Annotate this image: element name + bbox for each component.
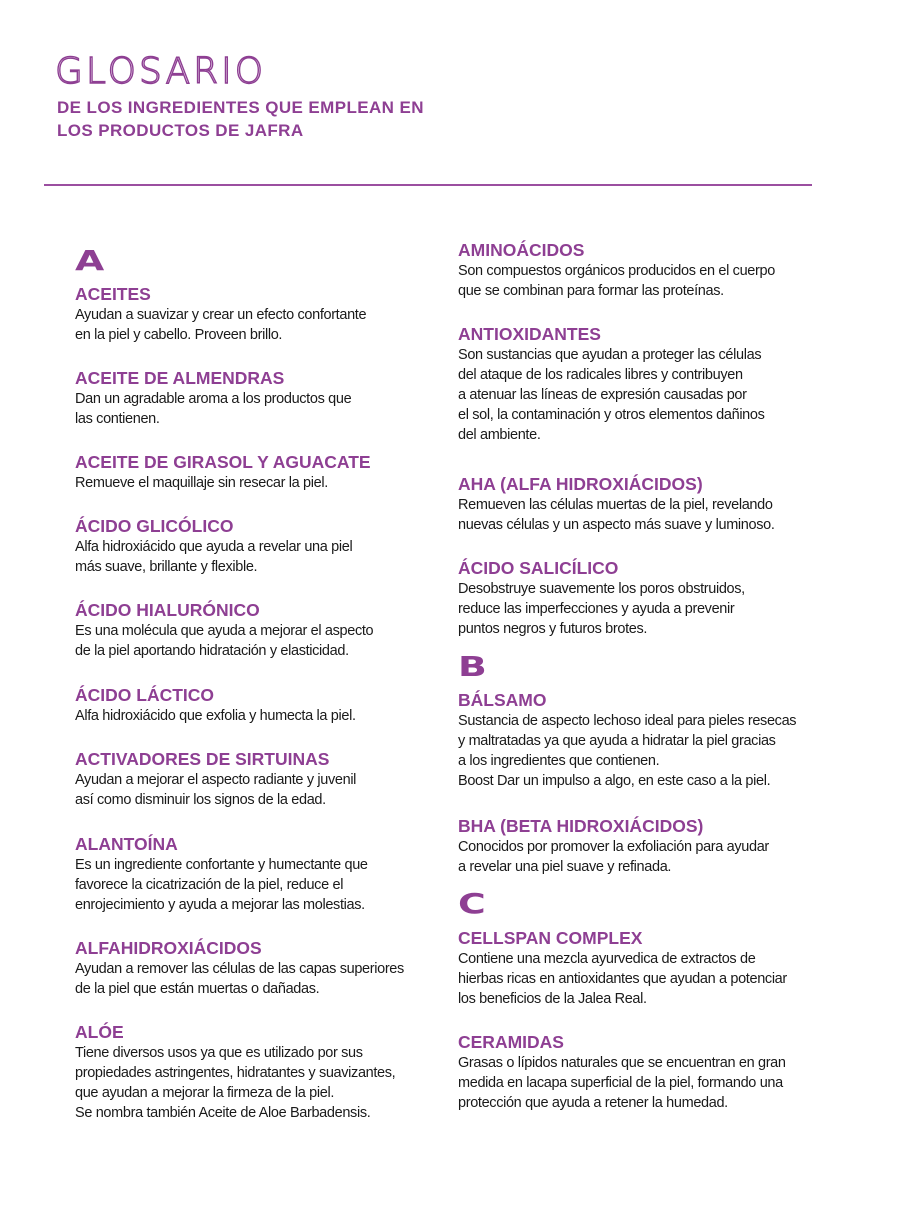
definition-line: Son compuestos orgánicos producidos en el cuerpo <box>458 263 775 279</box>
definition-line: Conocidos por promover la exfoliación para ayudar <box>458 839 769 855</box>
entry-definition <box>458 949 787 1009</box>
definition-line: de la piel aportando hidratación y elasticidad. <box>75 643 349 659</box>
entry-term: ÁCIDO GLICÓLICO <box>75 516 234 536</box>
definition-line: Ayudan a suavizar y crear un efecto confortante <box>75 307 367 323</box>
glossary-entry-aceite-de-almendras <box>75 367 351 429</box>
definition-line: del ambiente. <box>458 427 541 443</box>
entry-term: BHA (BETA HIDROXIÁCIDOS) <box>458 816 704 836</box>
definition-line: Son sustancias que ayudan a proteger las células <box>458 347 762 363</box>
glossary-entry-aminoacidos <box>458 239 775 301</box>
definition-line: y maltratadas ya que ayuda a hidratar la piel gracias <box>458 733 776 749</box>
definition-line: a atenuar las líneas de expresión causadas por <box>458 387 747 403</box>
entry-definition <box>458 579 745 639</box>
entry-term: ACEITE DE ALMENDRAS <box>75 368 285 388</box>
definition-line: protección que ayuda a retener la humedad. <box>458 1095 728 1111</box>
glossary-entry-ceramidas <box>458 1031 786 1113</box>
definition-line: de la piel que están muertas o dañadas. <box>75 981 320 997</box>
entry-definition <box>75 473 371 493</box>
entry-term: ÁCIDO HIALURÓNICO <box>75 600 260 620</box>
entry-term: ACTIVADORES DE SIRTUINAS <box>75 749 330 769</box>
page-subtitle <box>57 96 424 142</box>
glossary-entry-acido-hialuronico <box>75 599 373 661</box>
definition-line: del ataque de los radicales libres y contribuyen <box>458 367 743 383</box>
definition-line: Contiene una mezcla ayurvedica de extractos de <box>458 951 756 967</box>
definition-line: hierbas ricas en antioxidantes que ayudan a potenciar <box>458 971 787 987</box>
entry-definition <box>458 495 775 535</box>
section-letter-c: C <box>458 887 486 920</box>
entry-term: CELLSPAN COMPLEX <box>458 928 643 948</box>
definition-line: Ayudan a mejorar el aspecto radiante y juvenil <box>75 772 357 788</box>
definition-line: Dan un agradable aroma a los productos que <box>75 391 352 407</box>
definition-line: Tiene diversos usos ya que es utilizado por sus <box>75 1045 363 1061</box>
subtitle-line: DE LOS INGREDIENTES QUE EMPLEAN EN <box>57 98 424 117</box>
definition-line: enrojecimiento y ayuda a mejorar las molestias. <box>75 897 365 913</box>
subtitle-line: LOS PRODUCTOS DE JAFRA <box>57 121 304 140</box>
definition-line: a los ingredientes que contienen. <box>458 753 660 769</box>
entry-term: CERAMIDAS <box>458 1032 564 1052</box>
definition-line: puntos negros y futuros brotes. <box>458 621 648 637</box>
entry-term: BÁLSAMO <box>458 690 547 710</box>
entry-definition <box>75 959 404 999</box>
glossary-entry-alfahidroxiacidos <box>75 937 404 999</box>
glossary-entry-aha <box>458 473 775 535</box>
definition-line: Desobstruye suavemente los poros obstruidos, <box>458 581 745 597</box>
entry-term: ÁCIDO SALICÍLICO <box>458 558 619 578</box>
definition-line: medida en lacapa superficial de la piel, formando una <box>458 1075 783 1091</box>
definition-line: las contienen. <box>75 411 160 427</box>
definition-line: Es un ingrediente confortante y humectante que <box>75 857 368 873</box>
definition-line: Alfa hidroxiácido que exfolia y humecta la piel. <box>75 708 356 724</box>
definition-line: Remueven las células muertas de la piel, revelando <box>458 497 773 513</box>
section-letter-a: A <box>75 244 105 277</box>
definition-line: nuevas células y un aspecto más suave y luminoso. <box>458 517 775 533</box>
definition-line: el sol, la contaminación y otros elementos dañinos <box>458 407 765 423</box>
entry-definition <box>458 261 775 301</box>
entry-definition <box>75 537 352 577</box>
glossary-entry-alantoina <box>75 833 368 915</box>
glossary-entry-acido-salicilico <box>458 557 745 639</box>
definition-line: Boost Dar un impulso a algo, en este caso a la piel. <box>458 773 771 789</box>
entry-term: AMINOÁCIDOS <box>458 240 585 260</box>
definition-line: Se nombra también Aceite de Aloe Barbadensis. <box>75 1105 371 1121</box>
entry-definition <box>75 389 351 429</box>
definition-line: más suave, brillante y flexible. <box>75 559 258 575</box>
page-title: GLOSARIO <box>55 51 267 92</box>
entry-term: ACEITES <box>75 284 151 304</box>
header-divider <box>44 184 812 186</box>
definition-line: los beneficios de la Jalea Real. <box>458 991 647 1007</box>
definition-line: así como disminuir los signos de la edad. <box>75 792 326 808</box>
entry-definition <box>458 1053 786 1113</box>
glossary-entry-aceite-de-girasol <box>75 451 371 493</box>
entry-definition <box>458 837 769 877</box>
definition-line: Grasas o lípidos naturales que se encuentran en gran <box>458 1055 786 1071</box>
entry-term: ÁCIDO LÁCTICO <box>75 685 215 705</box>
glossary-entry-aceites <box>75 283 366 345</box>
definition-line: Es una molécula que ayuda a mejorar el aspecto <box>75 623 374 639</box>
definition-line: propiedades astringentes, hidratantes y suavizantes, <box>75 1065 396 1081</box>
definition-line: que se combinan para formar las proteínas. <box>458 283 724 299</box>
entry-term: ALFAHIDROXIÁCIDOS <box>75 938 262 958</box>
entry-definition <box>75 706 356 726</box>
glossary-entry-aloe <box>75 1021 395 1123</box>
definition-line: Sustancia de aspecto lechoso ideal para pieles resecas <box>458 713 797 729</box>
definition-line: Ayudan a remover las células de las capas superiores <box>75 961 404 977</box>
entry-term: ALANTOÍNA <box>75 834 178 854</box>
entry-term: AHA (ALFA HIDROXIÁCIDOS) <box>458 474 703 494</box>
definition-line: que ayudan a mejorar la firmeza de la piel. <box>75 1085 334 1101</box>
entry-definition <box>75 621 373 661</box>
definition-line: Remueve el maquillaje sin resecar la piel. <box>75 475 328 491</box>
entry-definition <box>458 345 765 445</box>
glossary-entry-cellspan-complex <box>458 927 787 1009</box>
glossary-entry-antioxidantes <box>458 323 765 445</box>
glossary-entry-activadores-de-sirtuinas <box>75 748 356 810</box>
definition-line: reduce las imperfecciones y ayuda a prevenir <box>458 601 735 617</box>
entry-term: ALÓE <box>75 1022 124 1042</box>
glossary-entry-acido-lactico <box>75 684 356 726</box>
entry-definition <box>75 770 356 810</box>
entry-definition <box>458 711 796 791</box>
entry-definition <box>75 855 368 915</box>
glossary-entry-balsamo <box>458 689 796 791</box>
entry-definition <box>75 305 366 345</box>
definition-line: en la piel y cabello. Proveen brillo. <box>75 327 283 343</box>
section-letter-b: B <box>458 650 487 683</box>
definition-line: favorece la cicatrización de la piel, reduce el <box>75 877 344 893</box>
entry-term: ACEITE DE GIRASOL Y AGUACATE <box>75 452 371 472</box>
glossary-entry-acido-glicolico <box>75 515 352 577</box>
entry-term: ANTIOXIDANTES <box>458 324 601 344</box>
definition-line: Alfa hidroxiácido que ayuda a revelar una piel <box>75 539 353 555</box>
definition-line: a revelar una piel suave y refinada. <box>458 859 672 875</box>
glossary-entry-bha <box>458 815 769 877</box>
entry-definition <box>75 1043 395 1123</box>
